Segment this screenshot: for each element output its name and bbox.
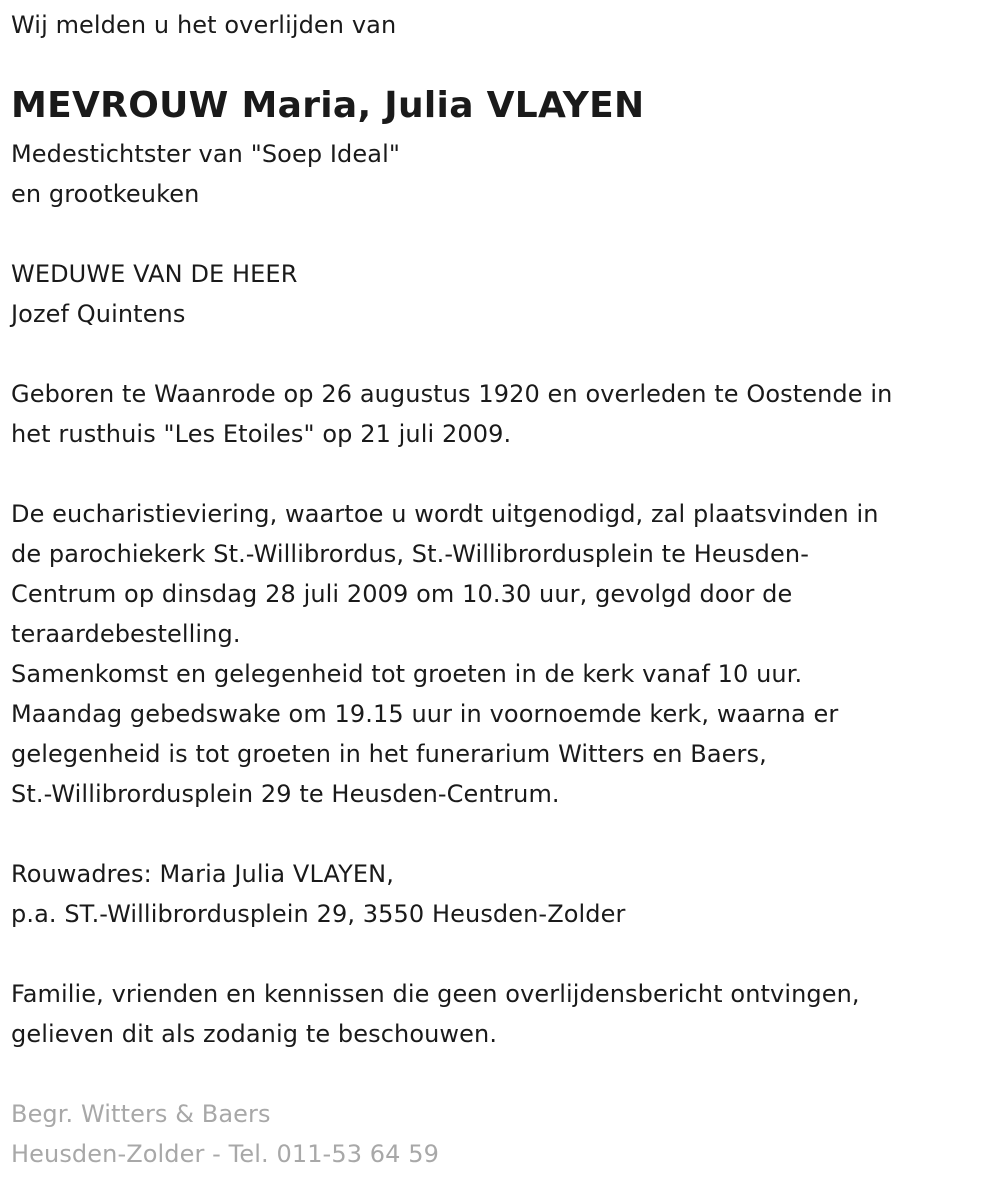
address-line: p.a. ST.-Willibrordusplein 29, 3550 Heusden-Zolder <box>11 900 626 928</box>
service-line: teraardebestelling. <box>11 620 241 648</box>
spouse-line: WEDUWE VAN DE HEER <box>11 260 298 288</box>
family-note-block <box>11 974 860 1054</box>
deceased-title-block <box>11 134 400 214</box>
service-line: Centrum op dinsdag 28 juli 2009 om 10.30 uur, gevolgd door de <box>11 580 793 608</box>
undertaker-line: Heusden-Zolder - Tel. 011-53 64 59 <box>11 1140 439 1168</box>
undertaker-line: Begr. Witters & Baers <box>11 1100 271 1128</box>
address-line: Rouwadres: Maria Julia VLAYEN, <box>11 860 394 888</box>
spouse-line: Jozef Quintens <box>11 300 186 328</box>
family-note-line: Familie, vrienden en kennissen die geen overlijdensbericht ontvingen, <box>11 980 860 1008</box>
service-line: gelegenheid is tot groeten in het funerarium Witters en Baers, <box>11 740 767 768</box>
birth-death-line: Geboren te Waanrode op 26 augustus 1920 en overleden te Oostende in <box>11 380 893 408</box>
birth-death-block <box>11 374 892 454</box>
service-line: De eucharistieviering, waartoe u wordt uitgenodigd, zal plaatsvinden in <box>11 500 879 528</box>
title-line: Medestichtster van "Soep Ideal" <box>11 140 400 168</box>
service-line: de parochiekerk St.-Willibrordus, St.-Willibrordusplein te Heusden- <box>11 540 809 568</box>
intro-text: Wij melden u het overlijden van <box>11 11 397 39</box>
deceased-name: MEVROUW Maria, Julia VLAYEN <box>11 85 645 126</box>
family-note-line: gelieven dit als zodanig te beschouwen. <box>11 1020 498 1048</box>
undertaker-block <box>11 1094 439 1174</box>
spouse-block <box>11 254 297 334</box>
service-line: Maandag gebedswake om 19.15 uur in voornoemde kerk, waarna er <box>11 700 839 728</box>
birth-death-line: het rusthuis "Les Etoiles" op 21 juli 2009. <box>11 420 512 448</box>
service-line: Samenkomst en gelegenheid tot groeten in de kerk vanaf 10 uur. <box>11 660 803 688</box>
title-line: en grootkeuken <box>11 180 200 208</box>
mourning-address-block <box>11 854 625 934</box>
funeral-service-block <box>11 494 879 814</box>
service-line: St.-Willibrordusplein 29 te Heusden-Centrum. <box>11 780 560 808</box>
